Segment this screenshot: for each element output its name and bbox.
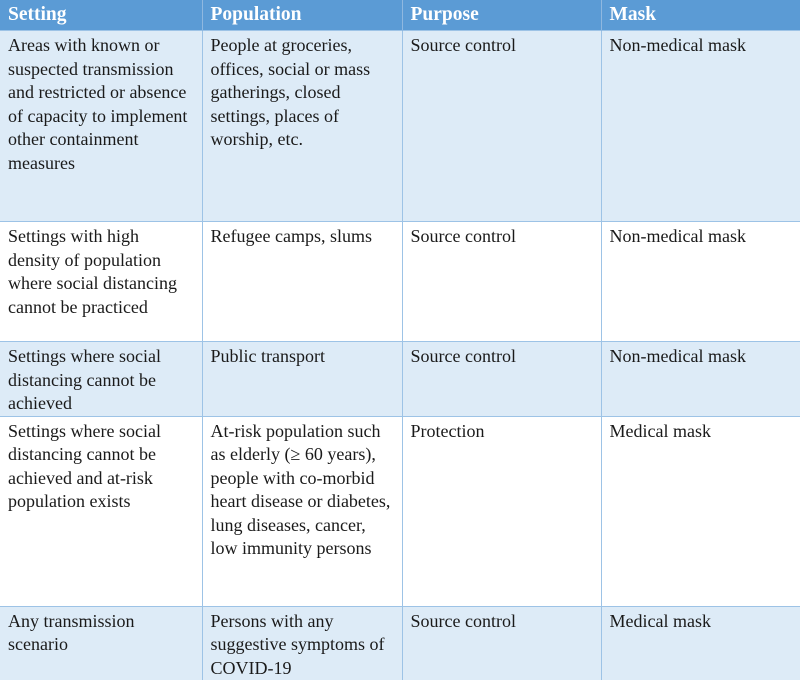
cell-population: People at groceries, offices, social or mass gatherings, closed settings, places of worship, etc. bbox=[202, 31, 402, 222]
cell-setting: Settings where social distancing cannot be achieved and at-risk population exists bbox=[0, 416, 202, 606]
cell-mask: Medical mask bbox=[601, 416, 800, 606]
cell-purpose: Source control bbox=[402, 342, 601, 417]
cell-population: Persons with any suggestive symptoms of COVID-19 bbox=[202, 606, 402, 680]
cell-population: Refugee camps, slums bbox=[202, 222, 402, 342]
cell-purpose: Protection bbox=[402, 416, 601, 606]
cell-purpose: Source control bbox=[402, 222, 601, 342]
header-setting: Setting bbox=[0, 0, 202, 31]
cell-population: Public transport bbox=[202, 342, 402, 417]
table-row bbox=[0, 606, 800, 680]
cell-purpose: Source control bbox=[402, 31, 601, 222]
header-population: Population bbox=[202, 0, 402, 31]
table-header bbox=[0, 0, 800, 31]
cell-purpose: Source control bbox=[402, 606, 601, 680]
cell-setting: Areas with known or suspected transmission and restricted or absence of capacity to implement other containment measures bbox=[0, 31, 202, 222]
cell-setting: Any transmission scenario bbox=[0, 606, 202, 680]
header-purpose: Purpose bbox=[402, 0, 601, 31]
cell-setting: Settings with high density of population where social distancing cannot be practiced bbox=[0, 222, 202, 342]
cell-mask: Non-medical mask bbox=[601, 31, 800, 222]
table-row bbox=[0, 31, 800, 222]
cell-mask: Non-medical mask bbox=[601, 342, 800, 417]
table-row bbox=[0, 222, 800, 342]
table-row bbox=[0, 416, 800, 606]
cell-setting: Settings where social distancing cannot be achieved bbox=[0, 342, 202, 417]
header-row bbox=[0, 0, 800, 31]
cell-mask: Medical mask bbox=[601, 606, 800, 680]
table-body bbox=[0, 31, 800, 680]
header-mask: Mask bbox=[601, 0, 800, 31]
cell-population: At-risk population such as elderly (≥ 60 years), people with co-morbid heart disease or diabetes, lung diseases, cancer, low immunity persons bbox=[202, 416, 402, 606]
cell-mask: Non-medical mask bbox=[601, 222, 800, 342]
table-row bbox=[0, 342, 800, 417]
